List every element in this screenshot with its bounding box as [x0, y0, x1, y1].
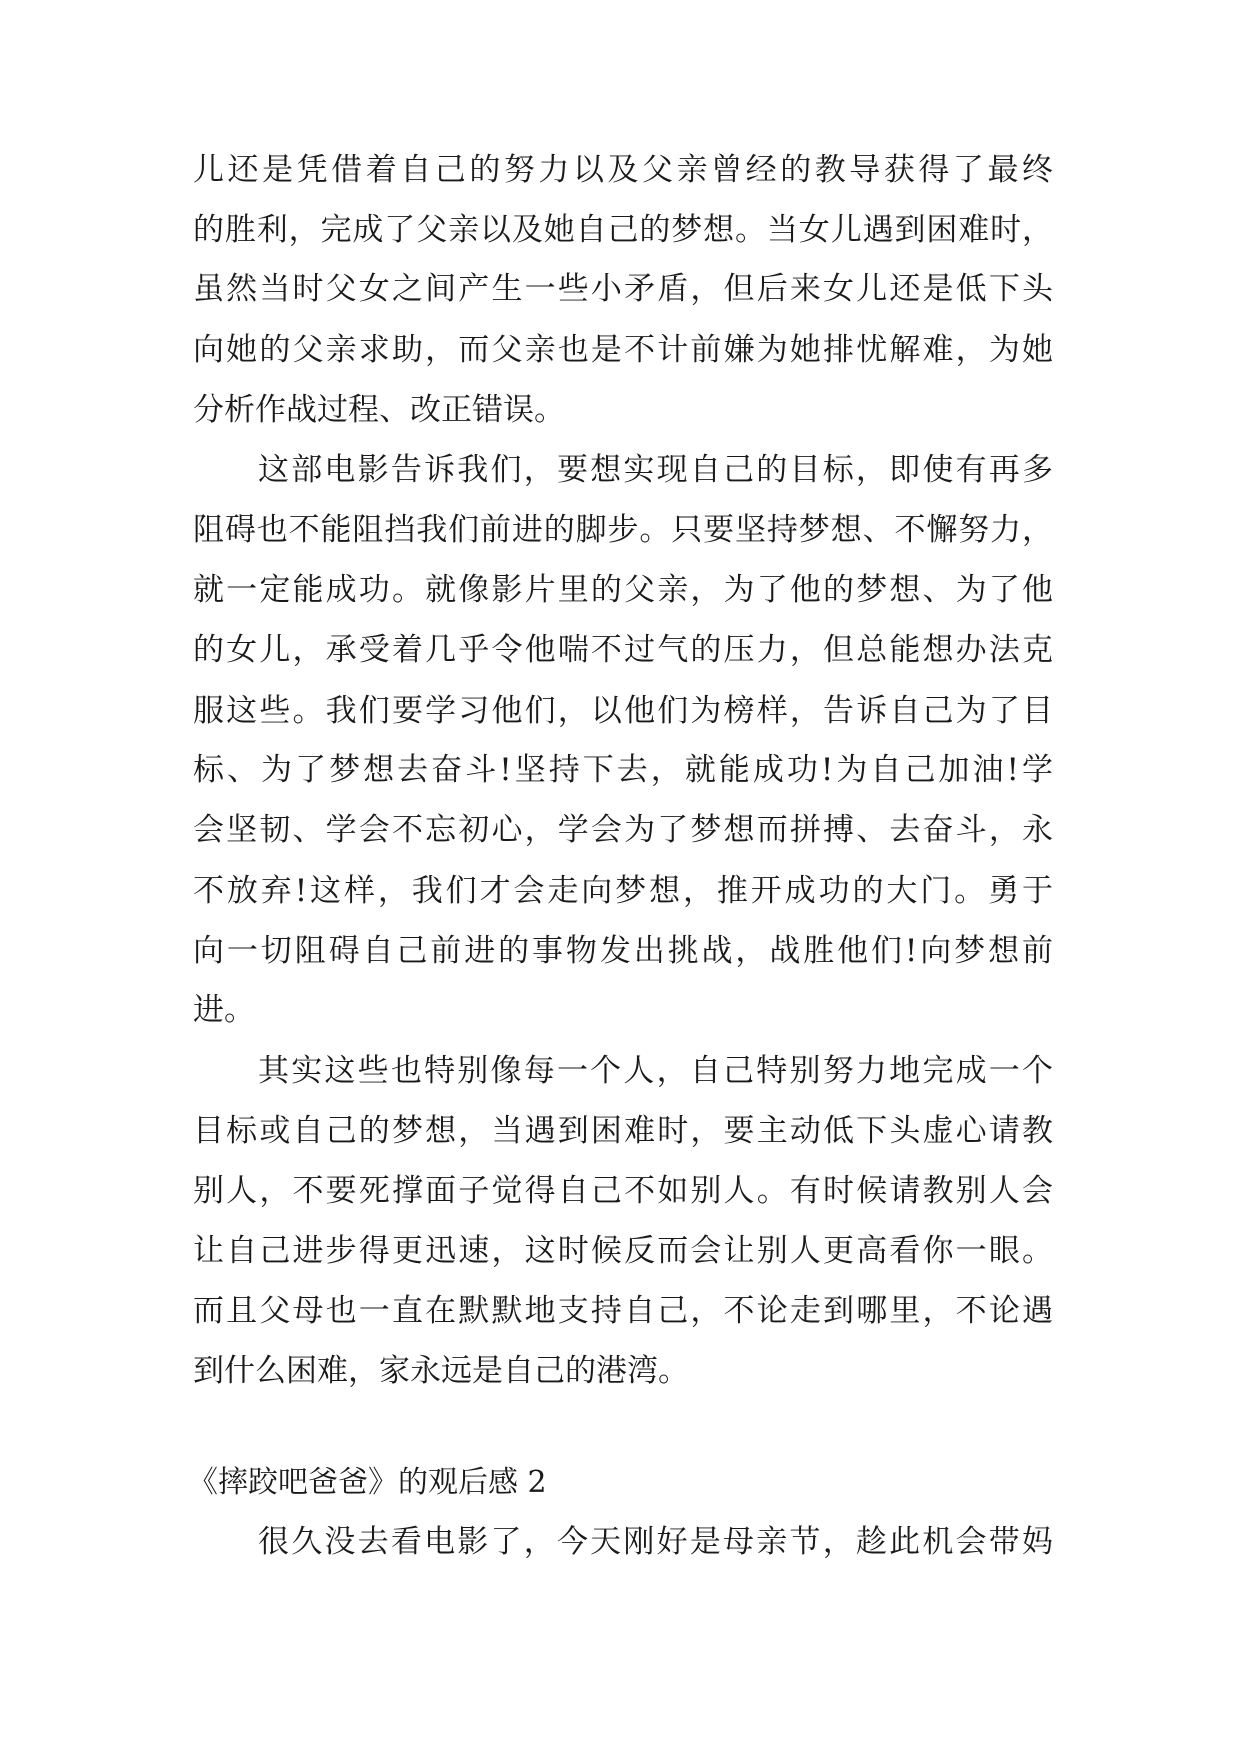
paragraph-line: 就一定能成功。就像影片里的父亲，为了他的梦想、为了他 [193, 572, 1053, 608]
paragraph-line: 儿还是凭借着自己的努力以及父亲曾经的教导获得了最终 [193, 152, 1053, 188]
paragraph-line: 其实这些也特别像每一个人，自己特别努力地完成一个 [258, 1053, 1053, 1089]
paragraph-line: 让自己进步得更迅速，这时候反而会让别人更高看你一眼。 [193, 1233, 1053, 1269]
paragraph-line: 这部电影告诉我们，要想实现自己的目标，即使有再多 [258, 452, 1053, 488]
paragraph-line: 别人，不要死撑面子觉得自己不如别人。有时候请教别人会 [193, 1173, 1053, 1209]
paragraph-line: 分析作战过程、改正错误。 [193, 392, 565, 428]
paragraph-line: 的女儿，承受着几乎令他喘不过气的压力，但总能想办法克 [193, 632, 1053, 668]
paragraph-line: 不放弃!这样，我们才会走向梦想，推开成功的大门。勇于 [193, 873, 1053, 909]
paragraph-line: 会坚韧、学会不忘初心，学会为了梦想而拼搏、去奋斗，永 [193, 812, 1053, 848]
section-heading: 《摔跤吧爸爸》的观后感 2 [188, 1465, 547, 1500]
paragraph-line: 向她的父亲求助，而父亲也是不计前嫌为她排忧解难，为她 [193, 332, 1053, 368]
paragraph-line: 虽然当时父女之间产生一些小矛盾，但后来女儿还是低下头 [193, 271, 1053, 307]
paragraph-line: 目标或自己的梦想，当遇到困难时，要主动低下头虚心请教 [193, 1113, 1053, 1149]
paragraph-line: 阻碍也不能阻挡我们前进的脚步。只要坚持梦想、不懈努力， [193, 512, 1053, 548]
paragraph-line: 的胜利，完成了父亲以及她自己的梦想。当女儿遇到困难时， [193, 212, 1053, 248]
paragraph-line: 进。 [193, 992, 255, 1028]
paragraph-line: 向一切阻碍自己前进的事物发出挑战，战胜他们!向梦想前 [193, 933, 1053, 969]
paragraph-line: 很久没去看电影了，今天刚好是母亲节，趁此机会带妈 [258, 1524, 1053, 1560]
paragraph-line: 服这些。我们要学习他们，以他们为榜样，告诉自己为了目 [193, 693, 1053, 729]
paragraph-line: 标、为了梦想去奋斗!坚持下去，就能成功!为自己加油!学 [193, 752, 1053, 788]
paragraph-line: 而且父母也一直在默默地支持自己，不论走到哪里，不论遇 [193, 1293, 1053, 1329]
paragraph-line: 到什么困难，家永远是自己的港湾。 [193, 1353, 689, 1389]
